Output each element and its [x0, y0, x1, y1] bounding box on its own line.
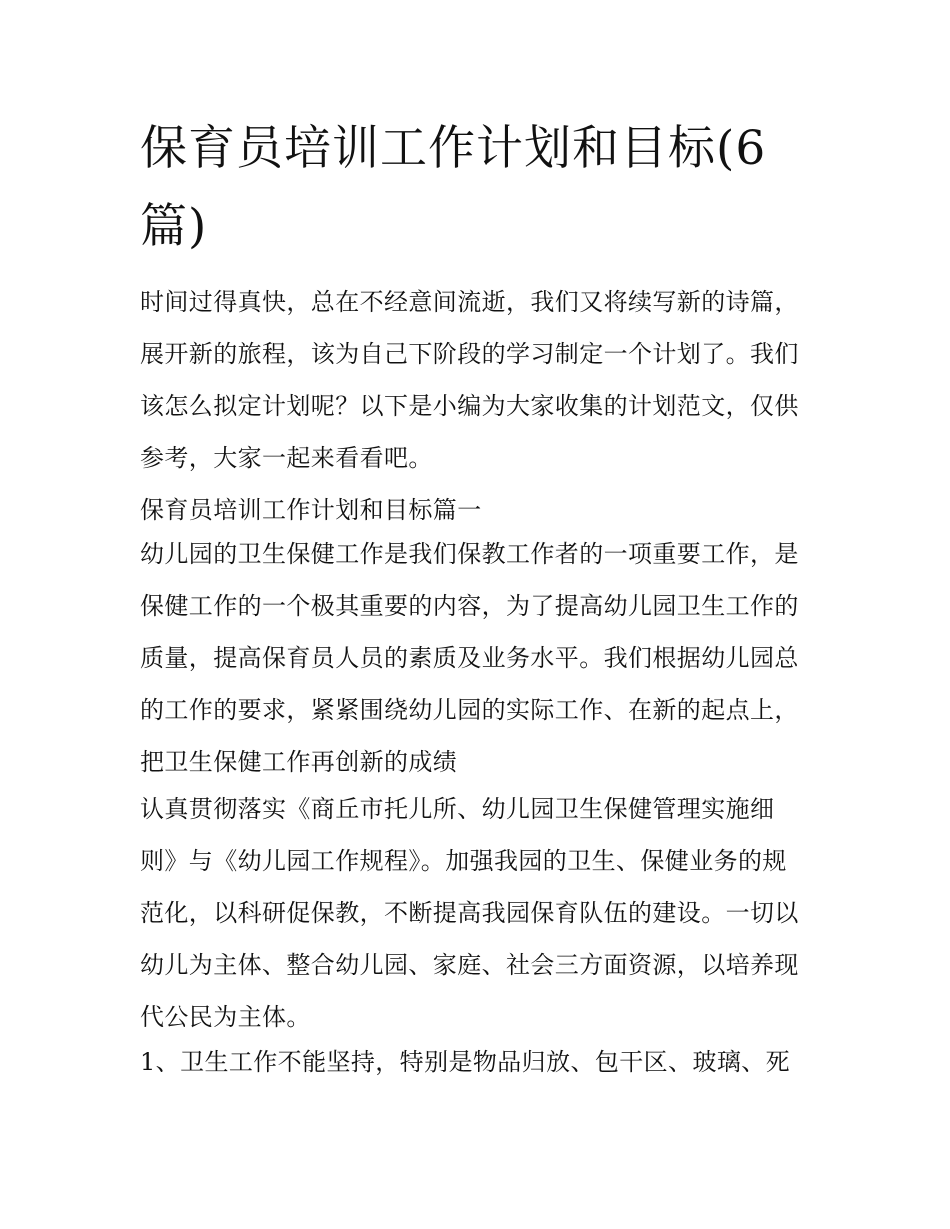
document-title	[140, 110, 820, 266]
text-line: 展开新的旅程，该为自己下阶段的学习制定一个计划了。我们	[140, 340, 799, 368]
text-line: 保健工作的一个极其重要的内容，为了提高幼儿园卫生工作的	[140, 592, 799, 620]
text-line: 范化，以科研促保教，不断提高我园保育队伍的建设。一切以	[140, 899, 799, 927]
text-line: 幼儿为主体、整合幼儿园、家庭、社会三方面资源，以培养现	[140, 951, 799, 979]
text-line: 时间过得真快，总在不经意间流逝，我们又将续写新的诗篇，	[140, 288, 799, 316]
text-line: 把卫生保健工作再创新的成绩	[140, 748, 458, 776]
title-line: 篇)	[140, 199, 208, 254]
intro-paragraph	[140, 276, 812, 484]
text-line: 认真贯彻落实《商丘市托儿所、幼儿园卫生保健管理实施细	[140, 795, 775, 823]
text-line: 幼儿园的卫生保健工作是我们保教工作者的一项重要工作，是	[140, 540, 799, 568]
title-line: 保育员培训工作计划和目标(6	[140, 121, 767, 176]
list-item-1	[140, 1036, 812, 1088]
text-line: 该怎么拟定计划呢？以下是小编为大家收集的计划范文，仅供	[140, 392, 799, 420]
section-heading-text: 保育员培训工作计划和目标篇一	[140, 496, 482, 524]
body-paragraph-1	[140, 528, 812, 788]
text-line: 则》与《幼儿园工作规程》。加强我园的卫生、保健业务的规	[140, 847, 787, 875]
text-line: 质量，提高保育员人员的素质及业务水平。我们根据幼儿园总	[140, 644, 799, 672]
text-line: 代公民为主体。	[140, 1003, 311, 1031]
text-line: 的工作的要求，紧紧围绕幼儿园的实际工作、在新的起点上，	[140, 696, 799, 724]
text-line: 参考，大家一起来看看吧。	[140, 444, 433, 472]
text-line: 1、卫生工作不能坚持，特别是物品归放、包干区、玻璃、死	[140, 1048, 791, 1076]
body-paragraph-2	[140, 783, 812, 1043]
